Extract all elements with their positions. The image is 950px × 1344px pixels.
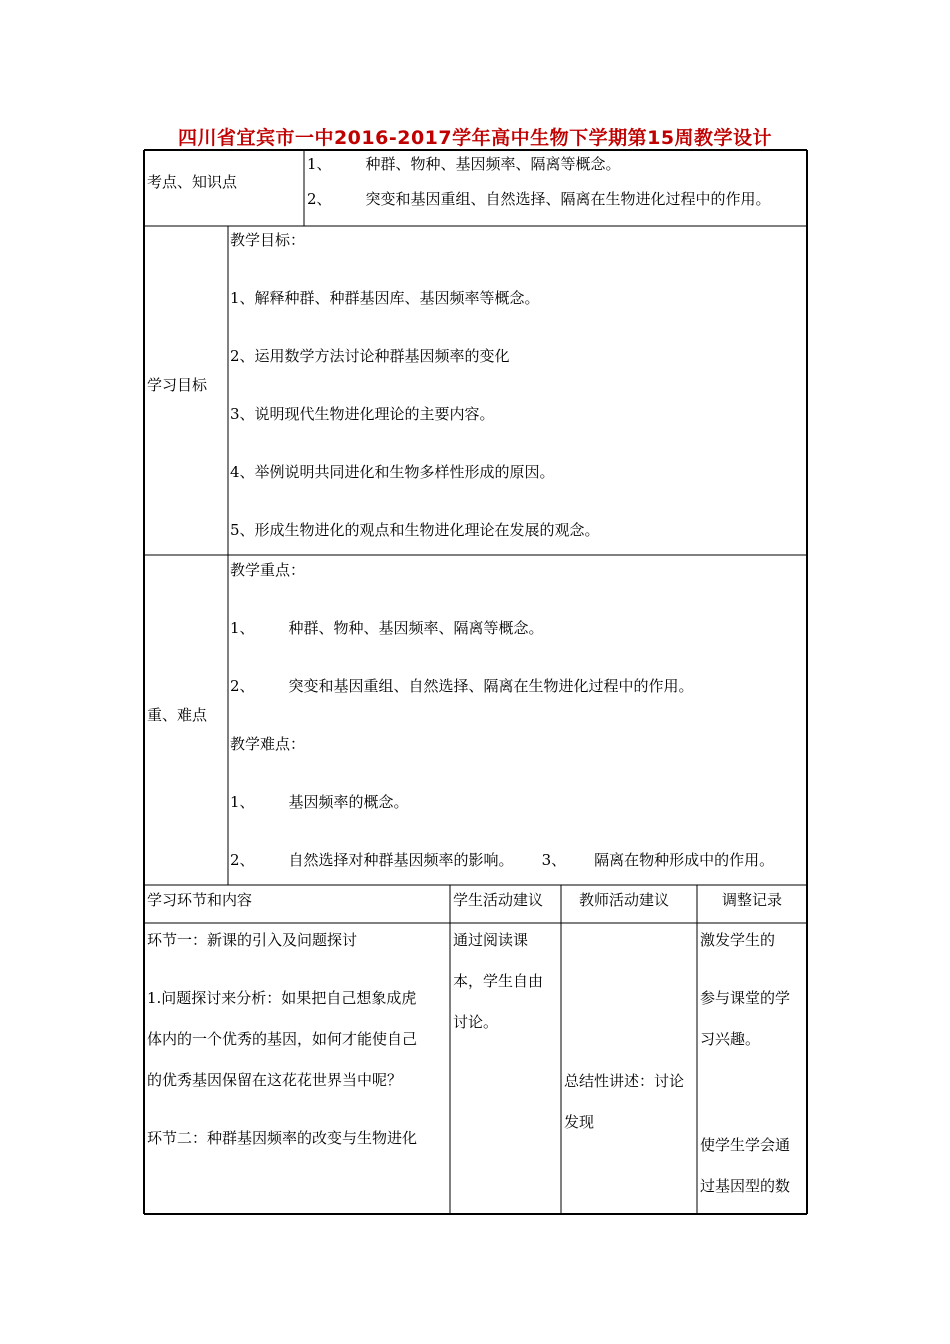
kaodian-item-2-num: 2、 [307, 190, 332, 208]
nandian-heading: 教学难点： [230, 735, 306, 753]
kaodian-label: 考点、知识点 [147, 173, 238, 191]
teacher-line-2: 发现 [564, 1113, 595, 1131]
nandian-item-2-num: 2、 [230, 851, 255, 869]
header-content: 学习环节和内容 [147, 891, 253, 909]
xuexi-label: 学习目标 [147, 376, 208, 394]
page-title: 四川省宜宾市一中2016-2017学年高中生物下学期第15周教学设计 [177, 127, 773, 149]
adjust-line-4: 使学生学会通 [700, 1136, 791, 1154]
header-student: 学生活动建议 [453, 891, 544, 909]
content-line-1: 环节一：新课的引入及问题探讨 [147, 931, 358, 949]
zhongdian-item-2-num: 2、 [230, 677, 255, 695]
student-line-2: 本，学生自由 [453, 972, 544, 990]
nandian-item-1 [230, 792, 409, 812]
nandian-item-3-num: 3、 [541, 851, 567, 869]
xuexi-item-4: 4、举例说明共同进化和生物多样性形成的原因。 [230, 463, 555, 481]
nandian-item-3-text: 隔离在物种形成中的作用。 [594, 851, 775, 869]
xuexi-item-3: 3、说明现代生物进化理论的主要内容。 [230, 405, 495, 423]
nandian-item-1-num: 1、 [230, 793, 255, 811]
xuexi-item-2: 2、运用数学方法讨论种群基因频率的变化 [230, 347, 510, 365]
xuexi-heading: 教学目标： [230, 231, 306, 249]
zhongdian-item-1-num: 1、 [230, 619, 255, 637]
student-line-3: 讨论。 [453, 1013, 499, 1031]
xuexi-item-5: 5、形成生物进化的观点和生物进化理论在发展的观念。 [230, 521, 600, 539]
header-adjust: 调整记录 [722, 891, 783, 909]
content-line-2: 1.问题探讨来分析：如果把自己想象成虎 [147, 989, 417, 1007]
adjust-line-1: 激发学生的 [700, 931, 776, 949]
kaodian-item-2 [307, 189, 771, 209]
kaodian-item-2-text: 突变和基因重组、自然选择、隔离在生物进化过程中的作用。 [365, 190, 771, 208]
zhongdian-heading: 教学重点： [230, 561, 306, 579]
adjust-line-5: 过基因型的数 [700, 1177, 791, 1195]
zhongdian-item-1-text: 种群、物种、基因频率、隔离等概念。 [288, 619, 544, 637]
adjust-line-2: 参与课堂的学 [700, 989, 791, 1007]
nandian-item-2-text: 自然选择对种群基因频率的影响。 [288, 851, 514, 869]
nandian-item-2-3 [230, 850, 774, 870]
kaodian-item-1-num: 1、 [307, 155, 332, 173]
zhongdian-item-1 [230, 618, 544, 638]
adjust-line-3: 习兴趣。 [700, 1030, 761, 1048]
kaodian-item-1 [307, 154, 621, 174]
content-line-4: 的优秀基因保留在这花花世界当中呢？ [147, 1071, 403, 1089]
header-teacher: 教师活动建议 [579, 891, 670, 909]
student-line-1: 通过阅读课 [453, 931, 529, 949]
zhongdian-item-2-text: 突变和基因重组、自然选择、隔离在生物进化过程中的作用。 [288, 677, 694, 695]
content-line-5: 环节二：种群基因频率的改变与生物进化 [147, 1129, 418, 1147]
nandian-item-1-text: 基因频率的概念。 [288, 793, 409, 811]
teacher-line-1: 总结性讲述：讨论 [564, 1072, 685, 1090]
xuexi-item-1: 1、解释种群、种群基因库、基因频率等概念。 [230, 289, 540, 307]
zhongnan-label: 重、难点 [147, 706, 208, 724]
content-line-3: 体内的一个优秀的基因，如何才能使自己 [147, 1030, 418, 1048]
kaodian-item-1-text: 种群、物种、基因频率、隔离等概念。 [365, 155, 621, 173]
zhongdian-item-2 [230, 676, 694, 696]
